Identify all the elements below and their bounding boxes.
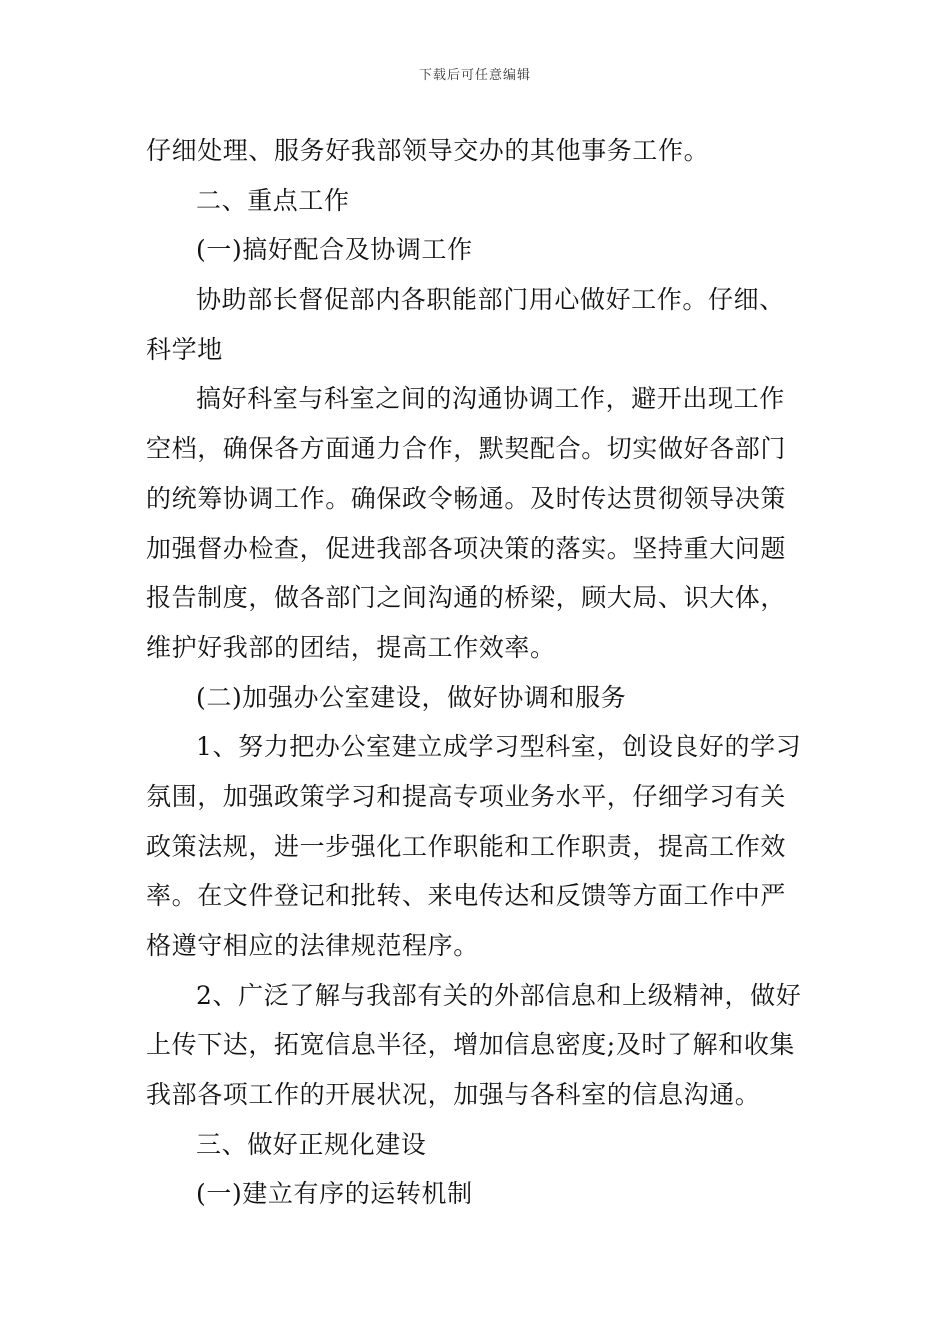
text-line: 空档，确保各方面通力合作，默契配合。切实做好各部门 bbox=[146, 434, 787, 464]
document-body bbox=[146, 126, 811, 1219]
text-line: 我部各项工作的开展状况，加强与各科室的信息沟通。 bbox=[146, 1080, 761, 1110]
text-line: 氛围，加强政策学习和提高专项业务水平，仔细学习有关 bbox=[146, 781, 787, 811]
text-line: 二、重点工作 bbox=[196, 185, 350, 215]
text-line: (二)加强办公室建设，做好协调和服务 bbox=[196, 682, 627, 712]
text-line: 搞好科室与科室之间的沟通协调工作，避开出现工作 bbox=[196, 384, 785, 414]
text-line: 上传下达，拓宽信息半径，增加信息密度;及时了解和收集 bbox=[146, 1030, 796, 1060]
text-line: 1、努力把办公室建立成学习型科室，创设良好的学习 bbox=[196, 732, 802, 762]
text-line: 率。在文件登记和批转、来电传达和反馈等方面工作中严 bbox=[146, 881, 787, 911]
text-line: 维护好我部的团结，提高工作效率。 bbox=[146, 632, 556, 662]
text-line: (一)搞好配合及协调工作 bbox=[196, 235, 473, 265]
text-line: (一)建立有序的运转机制 bbox=[196, 1179, 473, 1209]
text-line: 2、广泛了解与我部有关的外部信息和上级精神，做好 bbox=[196, 980, 802, 1010]
text-line: 格遵守相应的法律规范程序。 bbox=[146, 931, 479, 960]
text-line: 政策法规，进一步强化工作职能和工作职责，提高工作效 bbox=[146, 831, 787, 861]
text-line: 三、做好正规化建设 bbox=[196, 1129, 427, 1159]
page-header: 下载后可任意编辑 bbox=[418, 68, 531, 83]
text-line: 报告制度，做各部门之间沟通的桥梁，顾大局、识大体， bbox=[146, 583, 787, 613]
text-line: 科学地 bbox=[146, 334, 223, 364]
text-line: 协助部长督促部内各职能部门用心做好工作。仔细、 bbox=[196, 285, 785, 315]
text-line: 仔细处理、服务好我部领导交办的其他事务工作。 bbox=[146, 136, 710, 165]
text-line: 的统筹协调工作。确保政令畅通。及时传达贯彻领导决策 bbox=[146, 483, 787, 513]
text-line: 加强督办检查，促进我部各项决策的落实。坚持重大问题 bbox=[146, 533, 787, 563]
